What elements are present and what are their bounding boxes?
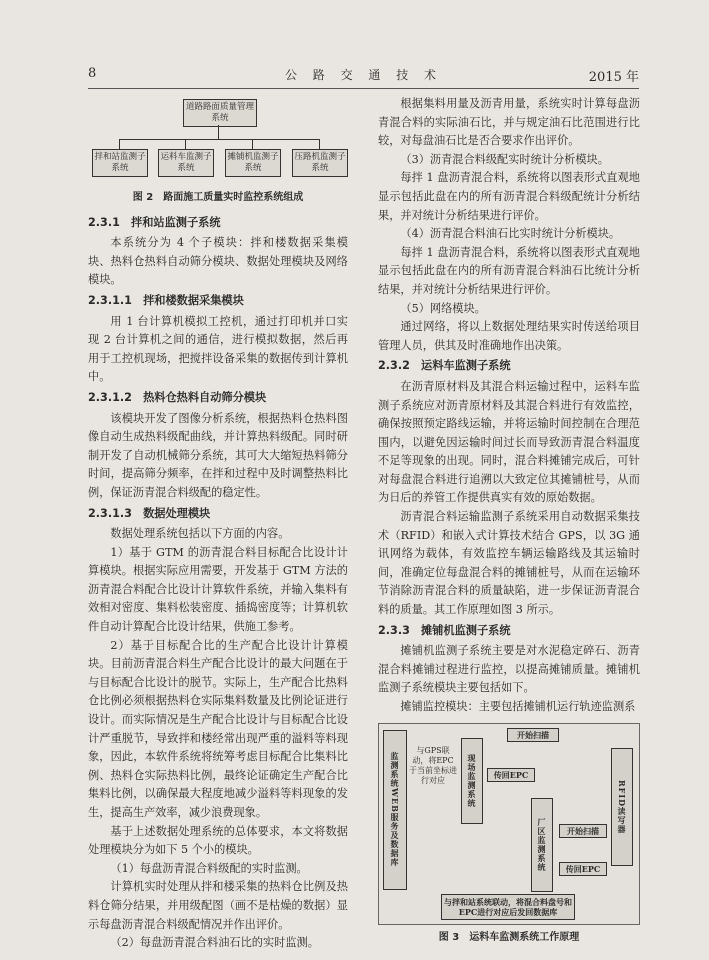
left-column xyxy=(88,95,348,953)
paragraph: 用 1 台计算机模拟工控机，通过打印机并口实现 2 台计算机之间的通信，进行模拟数据，然后再用于工控机现场，把搅拌设备采集的数据传到计算机中。 xyxy=(88,314,348,384)
section-heading: 2.3.1.3 数据处理模块 xyxy=(88,506,211,520)
section-heading: 2.3.1.2 热料仓热料自动筛分模块 xyxy=(88,390,267,404)
fig2-child-box-3: 摊铺机监测子系统 xyxy=(225,149,281,177)
paragraph: 摊铺机监测子系统主要是对水泥稳定碎石、沥青混合料摊铺过程进行监控，以提高摊铺质量。摊铺机监测子系统模块主要包括如下。 xyxy=(378,644,640,695)
paragraph: （2）每盘沥青混合料油石比的实时监测。 xyxy=(110,936,319,950)
paragraph: 2）基于目标配合比的生产配合比设计计算模块。目前沥青混合料生产配合比设计的最大问题在于与目标配合比设计的脱节。实际上，生产配合比热料仓比例必须根据热料仓实际集料数量及比例论证进行设计。而实际情况是生产配合比设计与目标配合比设计严重脱节，导致拌和楼经常出现严重的溢料等料现象，因此，本软件系统将统筹考虑目标配合比集料比例、热料仓实际热料比例，最终论证确定生产配合比集料比例，以确保最大程度地减少溢料等料现象的发生，提高生产效率，减少浪费现象。 xyxy=(88,638,348,819)
fig2-child-box-2: 运料车监测子系统 xyxy=(158,149,214,177)
paragraph: 根据集料用量及沥青用量，系统实时计算每盘沥青混合料的实际油石比，并与规定油石比范围进行比较，对每盘油石比是否合要求作出评价。 xyxy=(378,97,640,148)
page-number: 8 xyxy=(88,66,97,81)
paragraph: （3）沥青混合料级配实时统计分析模块。 xyxy=(400,152,609,166)
section-heading: 2.3.3 摊铺机监测子系统 xyxy=(378,623,511,637)
figure-2-caption: 图 2 路面施工质量实时监控系统组成 xyxy=(132,192,304,203)
paragraph: 每拌 1 盘沥青混合料，系统将以图表形式直观地显示包括此盘在内的所有沥青混合料油石比统计分析结果，并对统计分析结果进行评价。 xyxy=(378,245,640,296)
paragraph: 每拌 1 盘沥青混合料，系统将以图表形式直观地显示包括此盘在内的所有沥青混合料级配统计分析结果，并对统计分析结果进行评价。 xyxy=(378,171,640,222)
figure-3-diagram xyxy=(378,723,640,925)
journal-year: 2015 年 xyxy=(588,70,639,85)
fig3-bottom-note: 与拌和站系统联动，将混合料盘号和EPC进行对应后发回数据库 xyxy=(441,894,575,920)
running-header xyxy=(88,58,639,89)
paragraph: 该模块开发了图像分析系统，根据热料仓热料图像自动生成热料级配曲线，并计算热料级配。同时研制开发了自动机械筛分系统，其可大大缩短热料筛分时间，提高筛分频率，在拌和过程中及时调整热料比例，保证沥青混合料级配的稳定性。 xyxy=(88,411,348,499)
journal-title: 公 路 交 通 技 术 xyxy=(284,68,443,82)
fig3-rfid-box: RFID读写器 xyxy=(611,748,633,866)
section-heading: 2.3.1 拌和站监测子系统 xyxy=(88,215,221,229)
fig3-gps-note: 与GPS联动，将EPC于当前坐标进行对应 xyxy=(409,745,457,785)
fig3-start-scan-1: 开始扫描 xyxy=(507,728,559,742)
paragraph: （1）每盘沥青混合料级配的实时监测。 xyxy=(110,861,308,875)
paragraph: 摊铺监控模块：主要包括摊铺机运行轨迹监测系 xyxy=(400,700,636,713)
paragraph: 1）基于 GTM 的沥青混合料目标配合比设计计算模块。根据实际应用需要，开发基于 GTM 方法的沥青混合料配合比设计计算软件系统，并输入集料有效相对密度、集料松装密度、插捣密度等；计算机软件自动计算配合比设计结果，供施工参考。 xyxy=(88,545,348,634)
fig3-server-box: 监测系统WEB服务及数据库 xyxy=(383,730,407,890)
paragraph: 基于上述数据处理系统的总体要求，本文将数据处理模块分为如下 5 个小的模块。 xyxy=(88,824,348,857)
paragraph: 通过网络，将以上数据处理结果实时传送给项目管理人员，供其及时准确地作出决策。 xyxy=(378,320,640,352)
paragraph: （5）网络模块。 xyxy=(400,301,486,315)
fig2-child-box-4: 压路机监测子系统 xyxy=(292,149,348,177)
right-column xyxy=(378,95,640,953)
paragraph: （4）沥青混合料油石比实时统计分析模块。 xyxy=(400,227,621,241)
figure-2-diagram xyxy=(88,95,348,185)
section-heading: 2.3.1.1 拌和楼数据采集模块 xyxy=(88,293,244,307)
paragraph: 计算机实时处理从拌和楼采集的热料仓比例及热料仓筛分结果，并用级配图（画不是枯燥的数据）显示每盘沥青混合料级配情况并作出评价。 xyxy=(88,880,348,931)
paragraph: 本系统分为 4 个子模块：拌和楼数据采集模块、热料仓热料自动筛分模块、数据处理模块及网络模块。 xyxy=(88,236,348,287)
paragraph: 数据处理系统包括以下方面的内容。 xyxy=(110,527,290,541)
figure-3-caption: 图 3 运料车监测系统工作原理 xyxy=(438,931,580,943)
fig3-field-box: 现场监测系统 xyxy=(461,738,483,824)
paragraph: 在沥青原材料及其混合料运输过程中，运料车监测子系统应对沥青原材料及其混合料进行有效监控，确保按照预定路线运输，并将运输时间控制在合理范围内，以避免因运输时间过长而导致沥青混合料温度不足等现象的出现。同时，混合料摊铺完成后，可针对每盘混合料进行追溯以大致定位其摊铺桩号，从而为日后的养管工作提供真实有效的原始数据。 xyxy=(378,379,640,505)
fig3-plant-box: 厂区监测系统 xyxy=(531,798,553,892)
fig3-return-epc-2: 传回EPC xyxy=(559,862,607,876)
paragraph: 沥青混合料运输监测子系统采用自动数据采集技术（RFID）和嵌入式计算技术结合 GPS，以 3G 通讯网络为载体，有效监控车辆运输路线及其运输时间，准确定位每盘混合料的摊铺桩号，从而在运输环节消除沥青混合料的质量缺陷，进一步保证沥青混合料的质量。其工作原理如图 3 所示。 xyxy=(378,510,640,617)
fig3-start-scan-2: 开始扫描 xyxy=(559,824,607,838)
section-heading: 2.3.2 运料车监测子系统 xyxy=(378,359,511,373)
fig2-child-box-1: 拌和站监测子系统 xyxy=(92,149,148,177)
fig2-root-box: 道路路面质量管理系统 xyxy=(183,99,257,127)
fig3-return-epc-1: 传回EPC xyxy=(487,768,535,782)
